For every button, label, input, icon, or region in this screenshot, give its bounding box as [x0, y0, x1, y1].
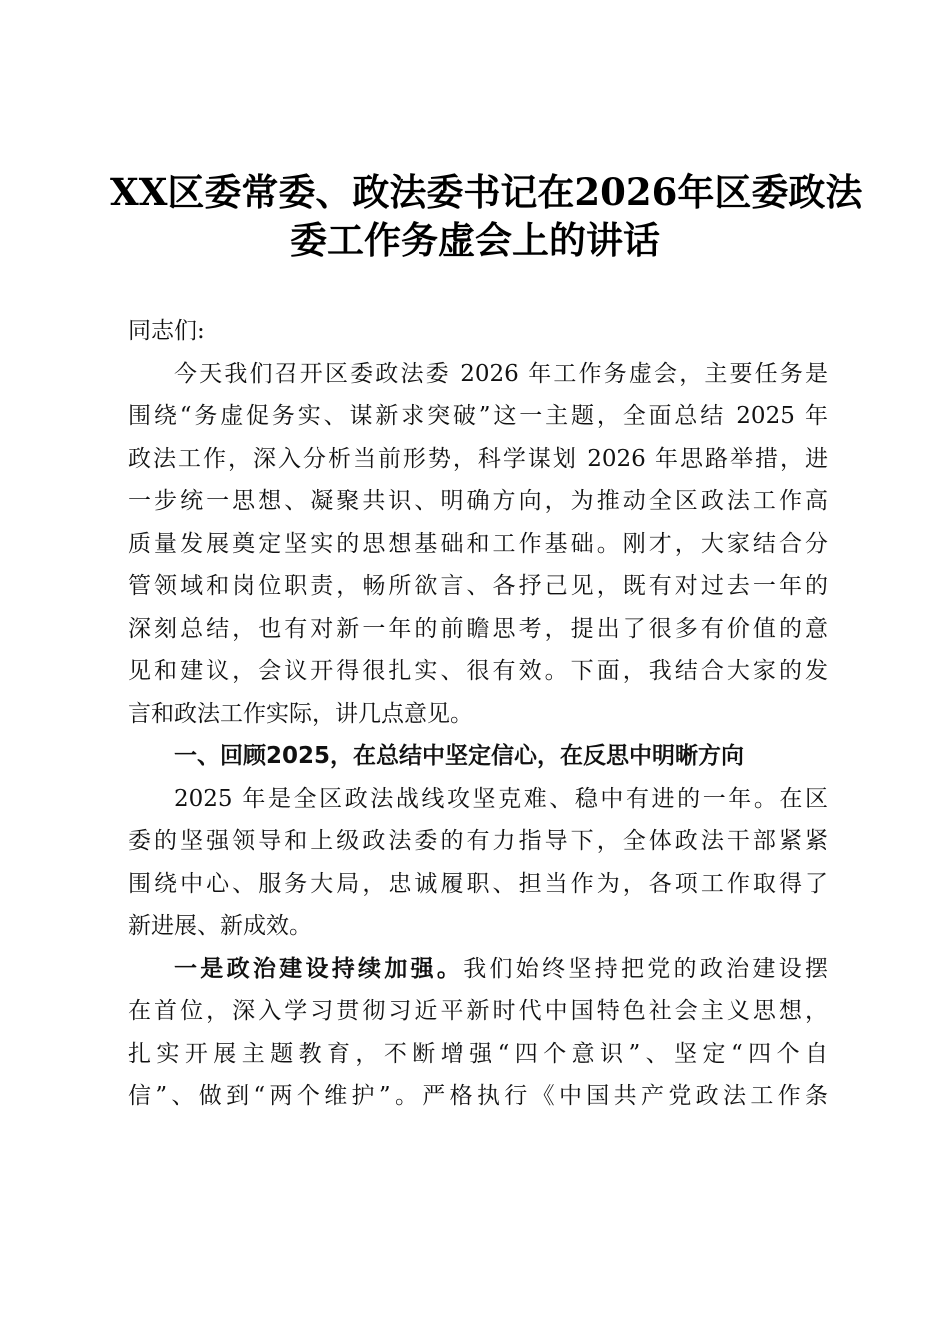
point-1-line-rest: 我们始终坚持把党的政治建设摆 [463, 955, 829, 982]
intro-line: 今天我们召开区委政法委 2026 年工作务虚会，主要任务是 [174, 360, 828, 387]
intro-line: 围绕“务虚促务实、谋新求突破”这一主题，全面总结 2025 年 [128, 403, 828, 429]
intro-line: 一步统一思想、凝聚共识、明确方向，为推动全区政法工作高 [128, 488, 828, 514]
section-1-line: 新进展、新成效。 [128, 913, 312, 939]
greeting: 同志们: [128, 318, 205, 344]
intro-line: 言和政法工作实际，讲几点意见。 [128, 700, 473, 727]
intro-line: 见和建议，会议开得很扎实、很有效。下面，我结合大家的发 [128, 658, 828, 684]
intro-line: 管领域和岗位职责，畅所欲言、各抒己见，既有对过去一年的 [128, 573, 828, 599]
section-heading: 一、回顾2025，在总结中坚定信心，在反思中明晰方向 [174, 743, 745, 769]
section-1-line: 围绕中心、服务大局，忠诚履职、担当作为，各项工作取得了 [128, 870, 828, 897]
intro-line: 政法工作，深入分析当前形势，科学谋划 2026 年思路举措，进 [128, 445, 828, 472]
document-title [110, 168, 863, 264]
section-1-paragraph [128, 778, 828, 948]
document-body [128, 310, 828, 1118]
point-1-line: 扎实开展主题教育，不断增强“四个意识”、坚定“四个自 [128, 1040, 828, 1067]
intro-paragraph [128, 353, 828, 736]
point-1-lead: 一是政治建设持续加强。 [174, 955, 464, 982]
section-1-line: 委的坚强领导和上级政法委的有力指导下，全体政法干部紧紧 [128, 828, 828, 854]
point-1-line [128, 948, 828, 991]
intro-line: 深刻总结，也有对新一年的前瞻思考，提出了很多有价值的意 [128, 615, 828, 642]
intro-line: 质量发展奠定坚实的思想基础和工作基础。刚才，大家结合分 [128, 530, 828, 557]
point-1-line: 信”、做到“两个维护”。严格执行《中国共产党政法工作条 [128, 1083, 828, 1109]
title-line-2: 委工作务虚会上的讲话 [290, 218, 660, 262]
title-line-1: XX区委常委、政法委书记在2026年区委政法 [110, 170, 863, 214]
section-1-line: 2025 年是全区政法战线攻坚克难、稳中有进的一年。在区 [174, 785, 828, 812]
point-1-paragraph [128, 948, 828, 1118]
point-1-line: 在首位，深入学习贯彻习近平新时代中国特色社会主义思想， [128, 998, 828, 1024]
